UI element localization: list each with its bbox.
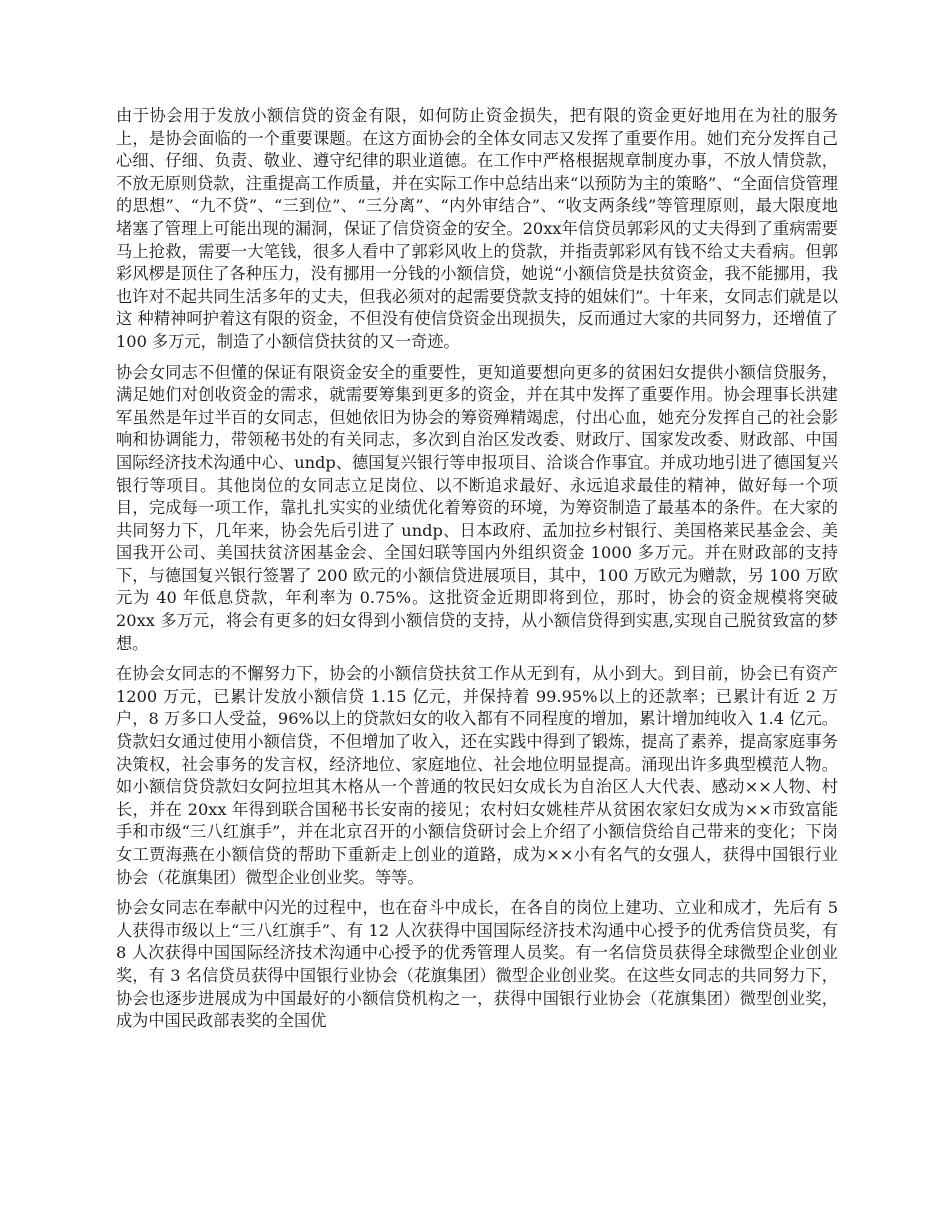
paragraph-3: 在协会女同志的不懈努力下，协会的小额信贷扶贫工作从无到有，从小到大。到目前，协会已有资产 1200 万元，已累计发放小额信贷 1.15 亿元，并保持着 99.95%以上的还款率；已累计有近 2 万户，8 万多口人受益，96%以上的贷款妇女的收入都有不同程度的增加，累计增加纯收入 1.4 亿元。贷款妇女通过使用小额信贷，不但增加了收入，还在实践中得到了锻炼，提高了素养，提高家庭事务决策权，社会事务的发言权，经济地位、家庭地位、社会地位明显提高。涌现出许多典型模范人物。如小额信贷贷款妇女阿拉坦其木格从一个普通的牧民妇女成长为自治区人大代表、感动××人物、村长，并在 20xx 年得到联合国秘书长安南的接见；农村妇女姚桂芹从贫困农家妇女成为××市致富能手和市级“三八红旗手”，并在北京召开的小额信贷研讨会上介绍了小额信贷给自己带来的变化；下岗女工贾海燕在小额信贷的帮助下重新走上创业的道路，成为××小有名气的女强人，获得中国银行业协会（花旗集团）微型企业创业奖。等等。 — [116, 664, 838, 887]
paragraph-4: 协会女同志在奉献中闪光的过程中，也在奋斗中成长，在各自的岗位上建功、立业和成才，先后有 5 人获得市级以上“三八红旗手”、有 12 人次获得中国国际经济技术沟通中心授予的优秀信贷员奖，有 8 人次获得中国国际经济技术沟通中心授予的优秀管理人员奖。有一名信贷员获得全球微型企业创业奖，有 3 名信贷员获得中国银行业协会（花旗集团）微型企业创业奖。在这些女同志的共同努力下，协会也逐步进展成为中国最好的小额信贷机构之一，获得中国银行业协会（花旗集团）微型创业奖，成为中国民政部表奖的全国优 — [116, 898, 838, 1031]
paragraph-1: 由于协会用于发放小额信贷的资金有限，如何防止资金损失，把有限的资金更好地用在为社的服务上，是协会面临的一个重要课题。在这方面协会的全体女同志又发挥了重要作用。她们充分发挥自己心细、仔细、负责、敬业、遵守纪律的职业道德。在工作中严格根据规章制度办事，不放人情贷款，不放无原则贷款，注重提高工作质量，并在实际工作中总结出来“以预防为主的策略”、“全面信贷管理的思想”、“九不贷”、“三到位”、“三分离”、“内外审结合”、“收支两条线”等管理原则，最大限度地堵塞了管理上可能出现的漏洞，保证了信贷资金的安全。20xx年信贷员郭彩风的丈夫得到了重病需要马上抢救，需要一大笔钱，很多人看中了郭彩风收上的贷款，并指责郭彩风有钱不给丈夫看病。但郭彩风椤是顶住了各种压力，没有挪用一分钱的小额信贷，她说“小额信贷是扶贫资金，我不能挪用，我也许对不起共同生活多年的丈夫，但我必须对的起需要贷款支持的姐妹们”。十年来，女同志们就是以这 种精神呵护着这有限的资金，不但没有使信贷资金出现损失，反而通过大家的共同努力，还增值了 100 多万元，制造了小额信贷扶贫的又一奇迹。 — [116, 106, 838, 351]
paragraph-2: 协会女同志不但懂的保证有限资金安全的重要性，更知道要想向更多的贫困妇女提供小额信贷服务，满足她们对创收资金的需求，就需要筹集到更多的资金，并在其中发挥了重要作用。协会理事长洪建军虽然是年过半百的女同志，但她依旧为协会的筹资殚精竭虑，付出心血，她充分发挥自己的社会影响和协调能力，带领秘书处的有关同志，多次到自治区发改委、财政厅、国家发改委、财政部、中国国际经济技术沟通中心、undp、德国复兴银行等申报项目、洽谈合作事宜。并成功地引进了德国复兴银行等项目。其他岗位的女同志立足岗位、以不断追求最好、永远追求最佳的精神，做好每一个项目，完成每一项工作，靠扎扎实实的业绩优化着筹资的环境，为筹资制造了最基本的条件。在大家的共同努力下，几年来，协会先后引进了 undp、日本政府、孟加拉乡村银行、美国格莱民基金会、美国我开公司、美国扶贫济困基金会、全国妇联等国内外组织资金 1000 多万元。并在财政部的支持下，与德国复兴银行签署了 200 欧元的小额信贷进展项目，其中，100 万欧元为赠款，另 100 万欧元为 40 年低息贷款，年利率为 0.75%。这批资金近期即将到位，那时，协会的资金规模将突破 20xx 多万元，将会有更多的妇女得到小额信贷的支持，从小额信贷得到实惠,实现自己脱贫致富的梦想。 — [116, 362, 838, 653]
document-body — [116, 105, 838, 1041]
